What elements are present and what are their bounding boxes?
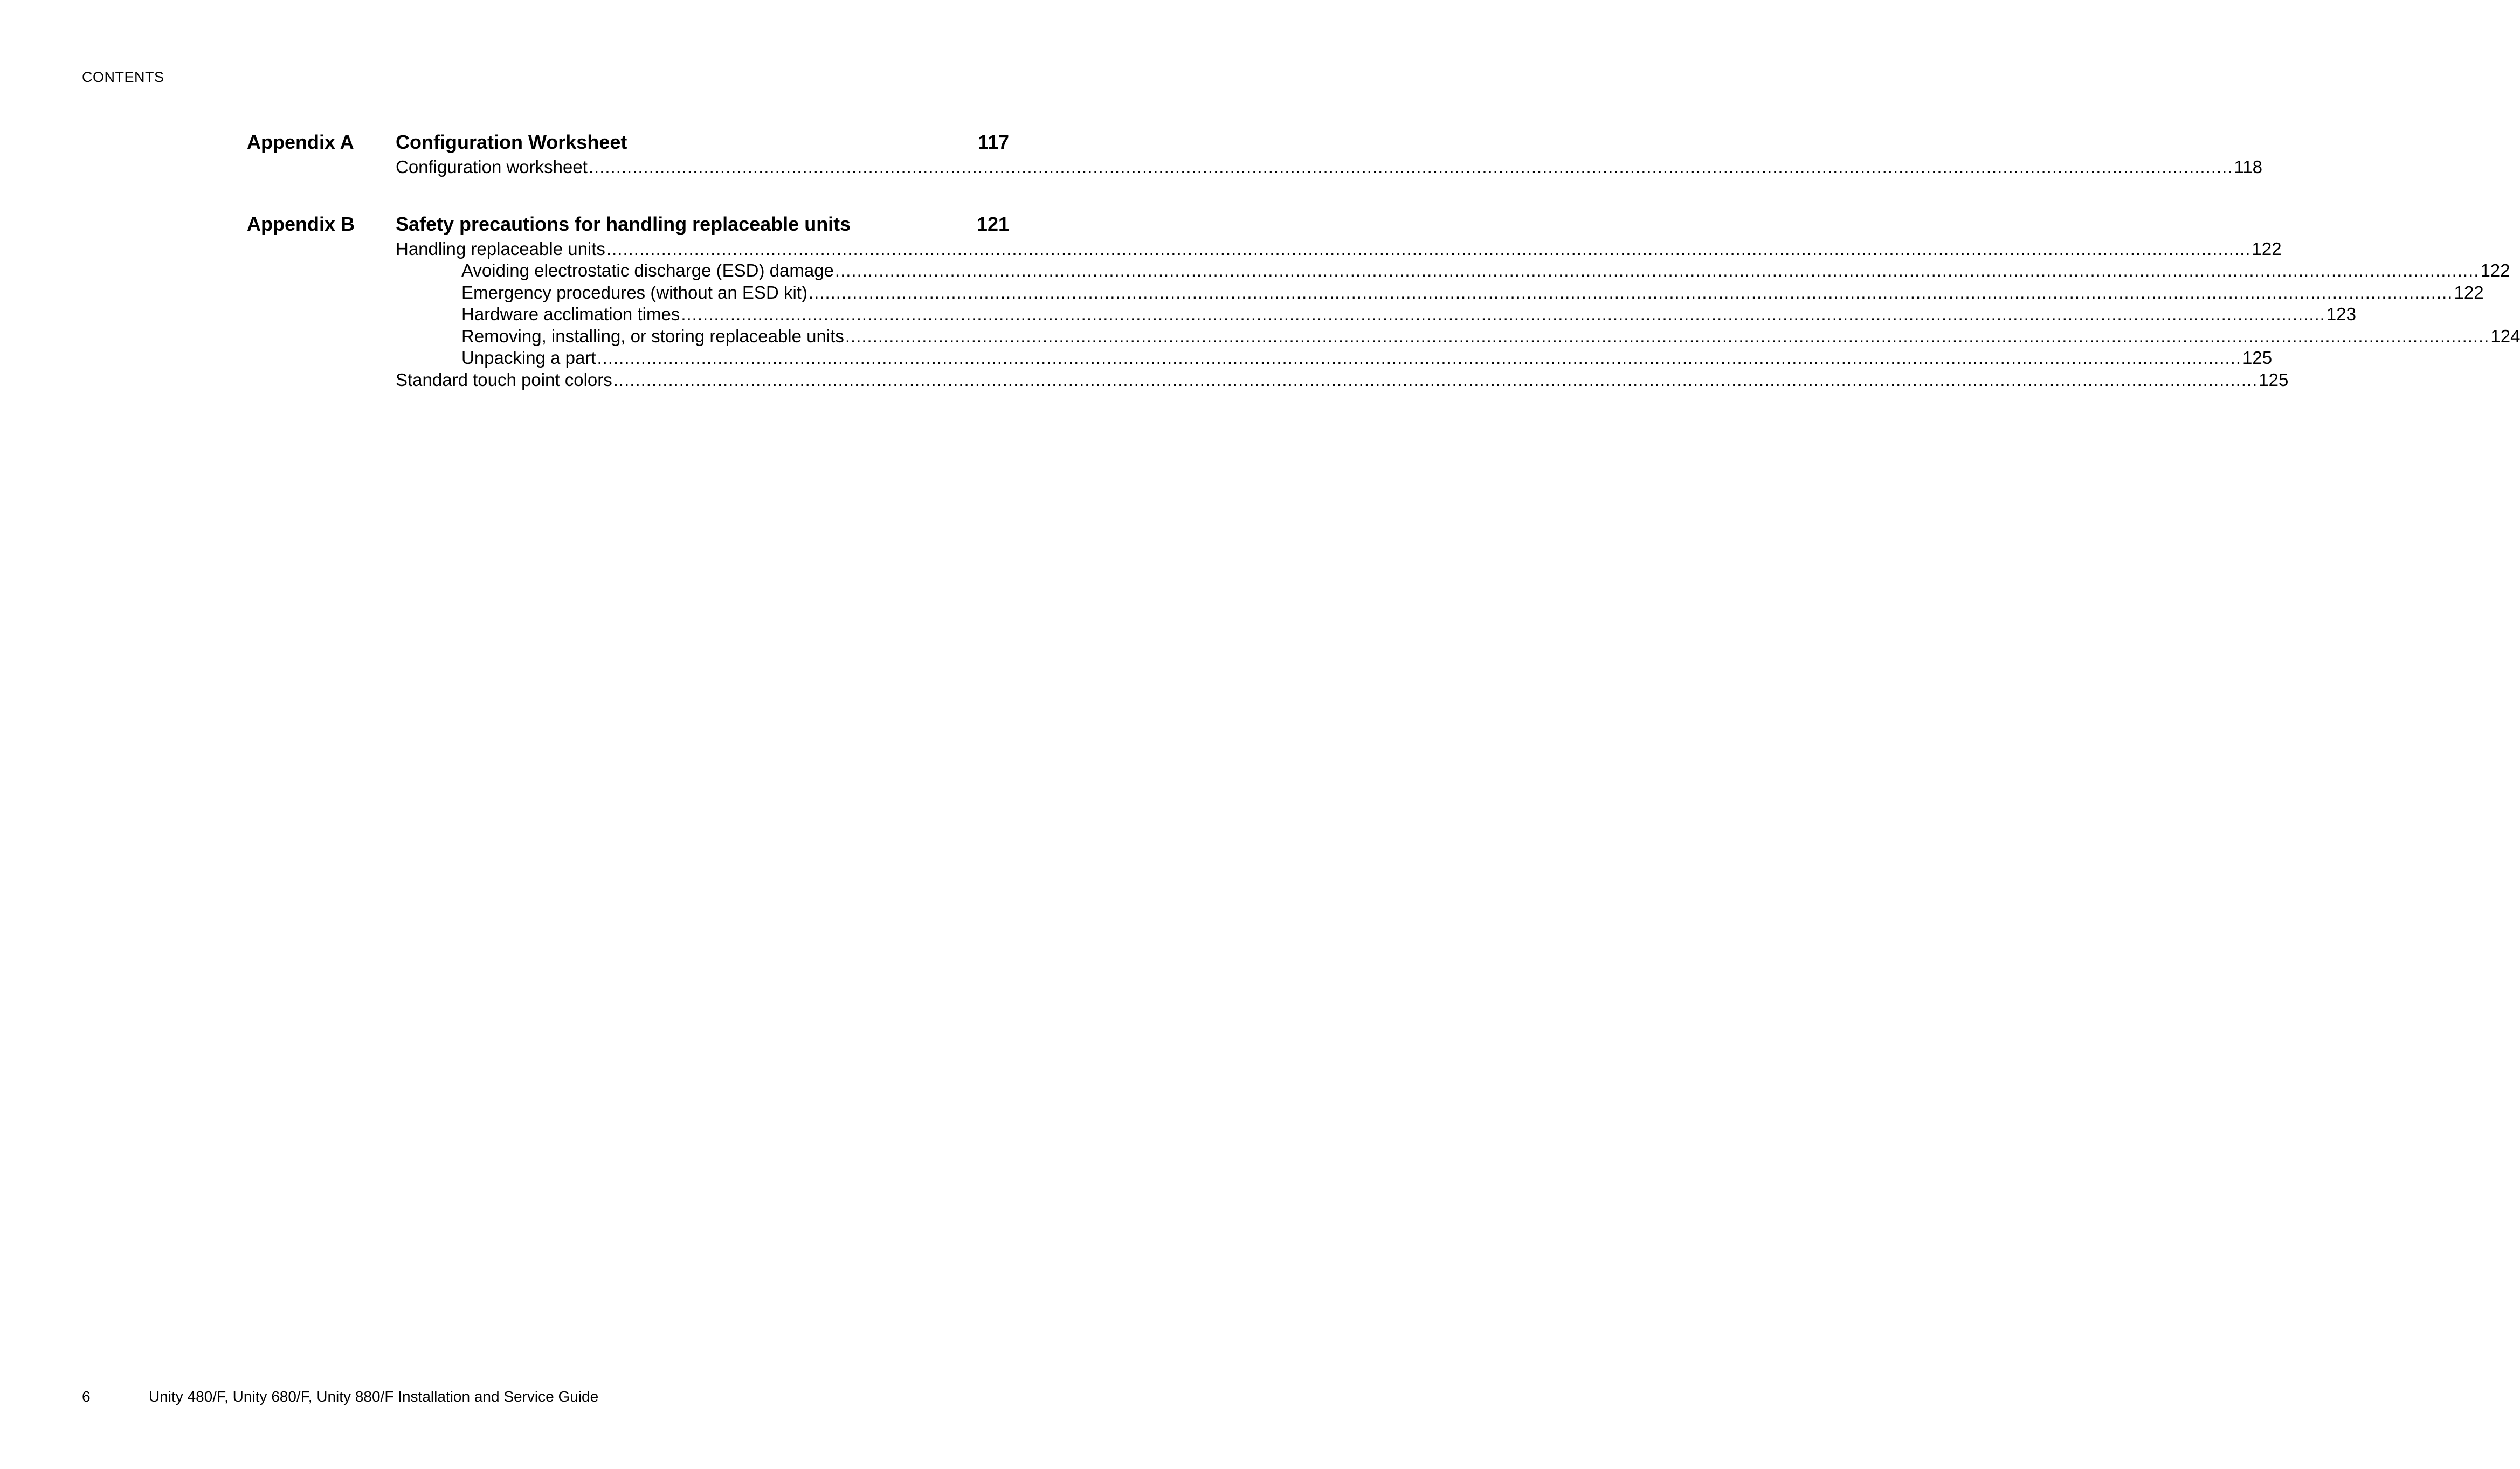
toc-entry-text[interactable]: Configuration worksheet [396, 157, 588, 177]
dot-leader: ............................................................................................................................................................................................................................................................................................................ [834, 260, 2480, 280]
footer-doc-title: Unity 480/F, Unity 680/F, Unity 880/F Installation and Service Guide [149, 1388, 599, 1405]
toc-entry-page[interactable]: 122 [2480, 260, 2510, 280]
toc-entry-page[interactable]: 118 [2234, 157, 2263, 177]
toc-entry[interactable] [396, 238, 2282, 260]
toc-entry[interactable] [461, 259, 2510, 281]
toc-entry-text[interactable]: Emergency procedures (without an ESD kit) [461, 282, 807, 302]
toc-entry[interactable] [461, 347, 2273, 369]
chapter-page-number[interactable]: 121 [976, 213, 1009, 235]
chapter-title[interactable]: Configuration Worksheet [396, 131, 627, 153]
appendix-label: Appendix A [247, 131, 354, 153]
toc-entry[interactable] [461, 325, 2520, 347]
toc-entry-text[interactable]: Handling replaceable units [396, 239, 605, 259]
toc-entry-page[interactable]: 123 [2326, 304, 2356, 324]
chapter-title[interactable]: Safety precautions for handling replaceable units [396, 213, 851, 235]
toc-entry[interactable] [461, 303, 2356, 325]
toc-entry-page[interactable]: 124 [2490, 326, 2520, 346]
chapter-title-row[interactable] [396, 213, 1009, 236]
toc-entry-page[interactable]: 122 [2454, 282, 2484, 302]
toc-entry-text[interactable]: Avoiding electrostatic discharge (ESD) damage [461, 260, 834, 280]
toc-entry-text[interactable]: Standard touch point colors [396, 370, 612, 390]
toc-entry-text[interactable]: Unpacking a part [461, 348, 596, 368]
dot-leader: ............................................................................................................................................................................................................................................................................................................ [588, 157, 2233, 177]
chapter-page-number[interactable]: 117 [977, 131, 1009, 153]
appendix-label: Appendix B [247, 213, 355, 235]
toc-entry-text[interactable]: Removing, installing, or storing replaceable units [461, 326, 844, 346]
dot-leader: ............................................................................................................................................................................................................................................................................................................ [606, 239, 2251, 259]
running-header: CONTENTS [82, 69, 164, 85]
dot-leader: ............................................................................................................................................................................................................................................................................................................ [613, 370, 2258, 390]
dot-leader: ............................................................................................................................................................................................................................................................................................................ [681, 304, 2325, 324]
toc-entry-page[interactable]: 125 [2242, 348, 2273, 368]
toc-entry-text[interactable]: Hardware acclimation times [461, 304, 680, 324]
toc-entry-page[interactable]: 125 [2259, 370, 2289, 390]
toc-entry[interactable] [461, 281, 2484, 304]
toc-entry[interactable] [396, 369, 2289, 391]
dot-leader: ............................................................................................................................................................................................................................................................................................................ [808, 282, 2453, 302]
chapter-title-row[interactable] [396, 131, 1009, 154]
toc-entry-page[interactable]: 122 [2252, 239, 2282, 259]
footer-page-number: 6 [82, 1388, 91, 1405]
dot-leader: ............................................................................................................................................................................................................................................................................................................ [597, 348, 2242, 368]
toc-entry[interactable] [396, 156, 2263, 178]
dot-leader: ............................................................................................................................................................................................................................................................................................................ [845, 326, 2490, 346]
